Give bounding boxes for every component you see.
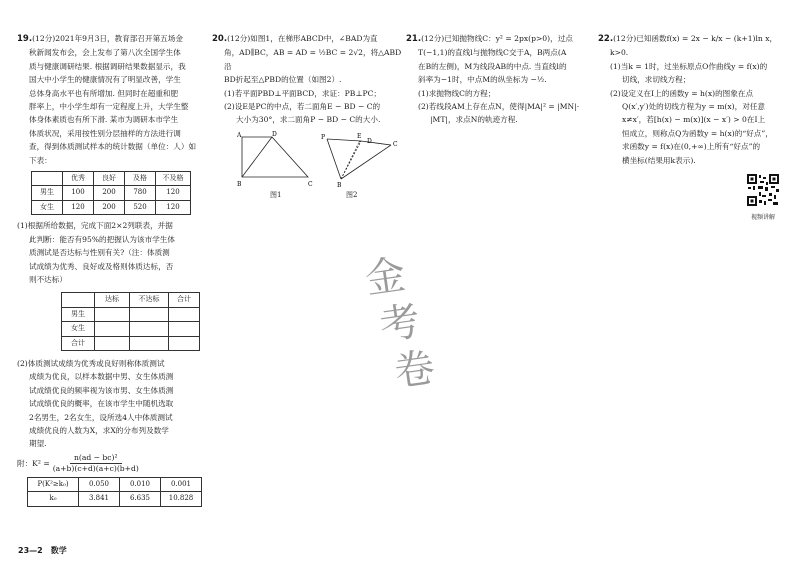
q19-line: 体身体素质也有所下滑. 某市为调研本市学生 bbox=[29, 115, 179, 125]
table-row: 合计 bbox=[62, 336, 200, 350]
table-row: 女生 bbox=[62, 322, 200, 336]
q20-number: 20. bbox=[212, 34, 228, 44]
table-row: 男生 bbox=[62, 307, 200, 321]
q21-line: |MT|，求点N的轨迹方程. bbox=[430, 115, 518, 125]
q19-part2: (2)体质测试成绩为优秀或良好则称体质测试 bbox=[17, 358, 165, 368]
q19-part2: 试成绩优良的概率，在该市学生中随机选取 bbox=[29, 399, 174, 409]
question-19 bbox=[17, 32, 205, 507]
q22-line: 横坐标(结果用k表示). bbox=[622, 155, 696, 165]
q19-part1: 质测试是否达标与性别有关?（注：体质测 bbox=[29, 248, 170, 258]
contingency-table: 达标 不达标 合计 男生 女生 合计 bbox=[61, 292, 200, 351]
critical-value-table bbox=[27, 477, 202, 507]
figure-1-caption: 图1 bbox=[270, 190, 282, 199]
q19-line: 胖率上，中小学生却有一定程度上升，大学生整 bbox=[29, 102, 189, 112]
q22-line: x≠x′，若[h(x) − m(x)](x − x′) > 0在I上 bbox=[622, 115, 766, 125]
figure-1-trapezoid bbox=[236, 131, 316, 189]
q19-line: 总体身高水平也有所增加. 但同时在超重和肥 bbox=[29, 88, 179, 98]
q19-part2: 2名男生，2名女生，设所选4人中体质测试 bbox=[29, 412, 173, 422]
q19-part2: 期望. bbox=[29, 439, 47, 449]
fig2-label: D bbox=[367, 137, 372, 145]
fig1-label: C bbox=[308, 180, 313, 188]
sample-data-table: 优秀 良好 及格 不及格 男生 100 200 780 120 女生 120 200 520 120 bbox=[31, 171, 191, 215]
q19-number: 19. bbox=[17, 34, 33, 44]
q19-part2: 试成绩优良的频率视为该市男、女生体质测 bbox=[29, 385, 174, 395]
question-21: 21.(12分)已知抛物线C：y² = 2px(p>0)，过点 T(−1,1)的直线l与抛物线C交于A，B两点(A 在B的左侧)，M为线段AB的中点. 当直线l的 斜率为−1时，中点M的纵坐标为 −½. (1)求抛物线C的方程； (2)若线段AM上存在点N，使得|MA|² = |MN|· |MT|，求点N的轨迹方程. bbox=[406, 32, 592, 127]
q19-line: 下表： bbox=[29, 155, 52, 165]
q22-line: (1)当k = 1时，过坐标原点O作曲线y = f(x)的 bbox=[610, 61, 768, 71]
q20-line: 大小为30°，求二面角P − BD − C的大小. bbox=[236, 115, 381, 125]
q19-part2: 成绩为优良，以样本数据中男、女生体质测 bbox=[29, 372, 174, 382]
fig1-label: B bbox=[237, 180, 242, 188]
watermark-stamp: 金 考 卷 bbox=[362, 252, 436, 396]
q19-line: 质与健康调研结果. 根据调研结果数据显示，我 bbox=[29, 61, 186, 71]
fig2-label: P bbox=[321, 133, 326, 141]
fig2-label: B bbox=[337, 181, 342, 189]
q19-line: 查，得到体质测试样本的统计数据（单位：人）如 bbox=[29, 142, 197, 152]
q20-line: BD折起至△PBD的位置（如图2）. bbox=[224, 75, 342, 85]
fig1-label: A bbox=[237, 131, 242, 139]
q22-line: 求函数y = f(x)在(0,+∞)上所有“好点”的 bbox=[622, 142, 761, 152]
question-22: 22.(12分)已知函数f(x) = 2x − k/x − (k+1)ln x， k>0. (1)当k = 1时，过坐标原点O作曲线y = f(x)的 切线，求切线方程； (2)设定义在I上的函数y = h(x)的图象在点 Q(x′,y′)处的切线方程为y = m(x)，对任意 x≠x′，若[h(x) − m(x)](x − x′) > 0在I上 恒成立，则称点Q为函数y = h(x)的“好点”， 求函数y = f(x)在(0,+∞)上所有“好点”的 横坐标(结果用k表示). 视频讲解 bbox=[598, 32, 788, 225]
qr-code-icon[interactable] bbox=[746, 173, 780, 207]
q19-part1: 此判断：能否有95%的把握认为该市学生体 bbox=[29, 234, 175, 244]
q21-line: 斜率为−1时，中点M的纵坐标为 −½. bbox=[418, 75, 547, 85]
q21-number: 21. bbox=[406, 34, 422, 44]
q20-line: 角，AD∥BC，AB = AD = ½BC = 2√2，将△ABD沿 bbox=[224, 48, 402, 71]
table-row: 男生 100 200 780 120 bbox=[32, 186, 191, 200]
fig2-label: E bbox=[357, 132, 362, 140]
q19-line: 19.(12分)2021年9月3日，教育部召开第五场金 bbox=[17, 34, 183, 44]
q22-number: 22. bbox=[598, 34, 614, 44]
q19-part1: (1)根据所给数据，完成下面2×2列联表，并据 bbox=[17, 221, 173, 231]
q21-line: T(−1,1)的直线l与抛物线C交于A，B两点(A bbox=[418, 48, 567, 58]
q19-part2: 成绩优良的人数为X，求X的分布列及数学 bbox=[29, 425, 169, 435]
q19-part1: 则不达标） bbox=[29, 274, 67, 284]
q21-line: (1)求抛物线C的方程； bbox=[418, 88, 496, 98]
q19-line: 国大中小学生的健康情况有了明显改善，学生 bbox=[29, 75, 181, 85]
fig1-label: D bbox=[272, 130, 277, 138]
q22-line: Q(x′,y′)处的切线方程为y = m(x)，对任意 bbox=[622, 102, 766, 112]
q21-line: (2)若线段AM上存在点N，使得|MA|² = |MN|· bbox=[418, 102, 580, 112]
fig2-label: C bbox=[393, 140, 398, 148]
figure-2-folded bbox=[317, 131, 399, 189]
q22-line: 切线，求切线方程； bbox=[622, 75, 691, 85]
figure-2-caption: 图2 bbox=[346, 190, 358, 199]
qr-caption: 视频讲解 bbox=[750, 214, 775, 222]
q19-part1: 试成绩为优秀、良好或及格则体质达标，否 bbox=[29, 261, 174, 271]
q19-line: 体质状况，采用按性别分层抽样的方法进行调 bbox=[29, 128, 181, 138]
table-row: 女生 120 200 520 120 bbox=[32, 200, 191, 214]
page-footer: 23—2 数学 bbox=[18, 546, 67, 555]
q22-line: 恒成立，则称点Q为函数y = h(x)的“好点”， bbox=[622, 128, 773, 138]
q19-line: 秋新闻发布会，会上发布了第八次全国学生体 bbox=[29, 48, 181, 58]
q22-line: (2)设定义在I上的函数y = h(x)的图象在点 bbox=[610, 88, 754, 98]
question-20: 20.(12分)如图1，在梯形ABCD中，∠BAD为直 角，AD∥BC，AB = AD = ½BC = 2√2，将△ABD沿 BD折起至△PBD的位置（如图2）. (1)若平面PBD⊥平面BCD，求证：PB⊥PC； (2)设E是PC的中点，若二面角E − BD − C的 大小为30°，求二面角P − BD − C的大小. A D B C P E D C B 图1 图2 bbox=[212, 32, 402, 203]
table-row: k₀ 3.841 6.635 10.828 bbox=[28, 492, 202, 506]
k-squared-formula: 附：K² = $\frac{\text{n(ad − bc)²}}{(a+b)(c+d)(a+c)(b+d)}$ bbox=[17, 452, 139, 473]
q22-line: k>0. bbox=[610, 48, 629, 58]
q21-line: 在B的左侧)，M为线段AB的中点. 当直线l的 bbox=[418, 61, 567, 71]
table-row: P(K²≥k₀) 0.050 0.010 0.001 bbox=[28, 477, 202, 491]
q20-line: (1)若平面PBD⊥平面BCD，求证：PB⊥PC； bbox=[224, 88, 381, 98]
q20-line: (2)设E是PC的中点，若二面角E − BD − C的 bbox=[224, 102, 381, 112]
